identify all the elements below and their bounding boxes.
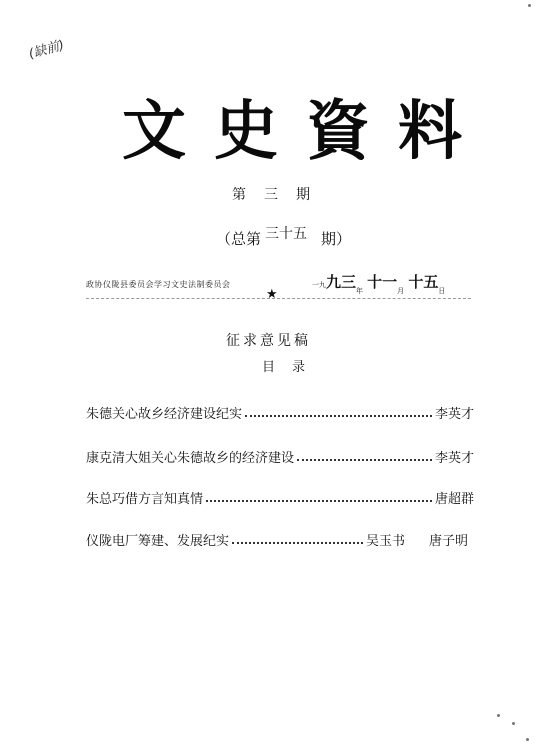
total-open: （总第 bbox=[216, 230, 262, 248]
toc-item-author: 唐超群 bbox=[434, 492, 474, 507]
issue-value: 三 bbox=[264, 187, 278, 203]
date-year-unit: 年 bbox=[356, 287, 364, 295]
issue-suffix: 期 bbox=[296, 187, 310, 203]
toc-item-title: 朱德关心故乡经济建设纪实 bbox=[86, 407, 243, 422]
date-day: 十五 bbox=[408, 273, 439, 291]
handwritten-note: (缺前) bbox=[27, 37, 66, 63]
masthead-char: 文 bbox=[122, 94, 186, 169]
total-value: 三十五 bbox=[265, 226, 308, 242]
date-month-unit: 月 bbox=[397, 287, 405, 295]
total-issue-number bbox=[216, 228, 351, 249]
total-close: 期） bbox=[321, 230, 352, 248]
masthead-char: 史 bbox=[214, 94, 278, 169]
toc-item-title: 仪陇电厂筹建、发展纪实 bbox=[86, 534, 230, 549]
scan-speck bbox=[512, 722, 515, 725]
issue-date bbox=[312, 271, 446, 295]
scan-speck bbox=[526, 738, 529, 741]
date-day-unit: 日 bbox=[438, 287, 446, 295]
scan-speck bbox=[497, 714, 500, 717]
toc-item bbox=[86, 487, 474, 507]
issue-number bbox=[232, 184, 328, 204]
scan-speck bbox=[528, 4, 531, 7]
toc-leader bbox=[297, 459, 432, 461]
toc-heading: 目 录 bbox=[262, 360, 308, 375]
toc-item bbox=[86, 446, 474, 466]
header-divider bbox=[86, 298, 471, 299]
toc-item-title: 朱总巧借方言知真情 bbox=[86, 492, 204, 507]
toc-item-author: 李英才 bbox=[434, 451, 474, 466]
toc-leader bbox=[206, 500, 432, 502]
draft-label: 征求意见稿 bbox=[226, 333, 311, 349]
masthead-char: 資 bbox=[306, 94, 370, 169]
masthead-char: 料 bbox=[398, 94, 462, 169]
toc-leader bbox=[232, 542, 363, 544]
toc-leader bbox=[245, 415, 432, 417]
toc-item bbox=[86, 402, 474, 422]
toc-item-title: 康克清大姐关心朱德故乡的经济建设 bbox=[86, 451, 295, 466]
date-month: 十一 bbox=[367, 273, 398, 291]
toc-item-author: 唐子明 bbox=[428, 534, 468, 549]
issue-prefix: 第 bbox=[232, 187, 246, 203]
date-year-prefix: 一九 bbox=[312, 281, 326, 289]
publisher: 政协仪陇县委员会学习文史法制委员会 bbox=[86, 280, 231, 289]
masthead-title bbox=[122, 80, 462, 172]
toc-item-author: 吴玉书 bbox=[365, 534, 405, 549]
toc-item bbox=[86, 529, 468, 549]
date-year: 九三 bbox=[326, 273, 357, 291]
toc-item-author: 李英才 bbox=[434, 407, 474, 422]
star-icon: ★ bbox=[266, 287, 278, 302]
